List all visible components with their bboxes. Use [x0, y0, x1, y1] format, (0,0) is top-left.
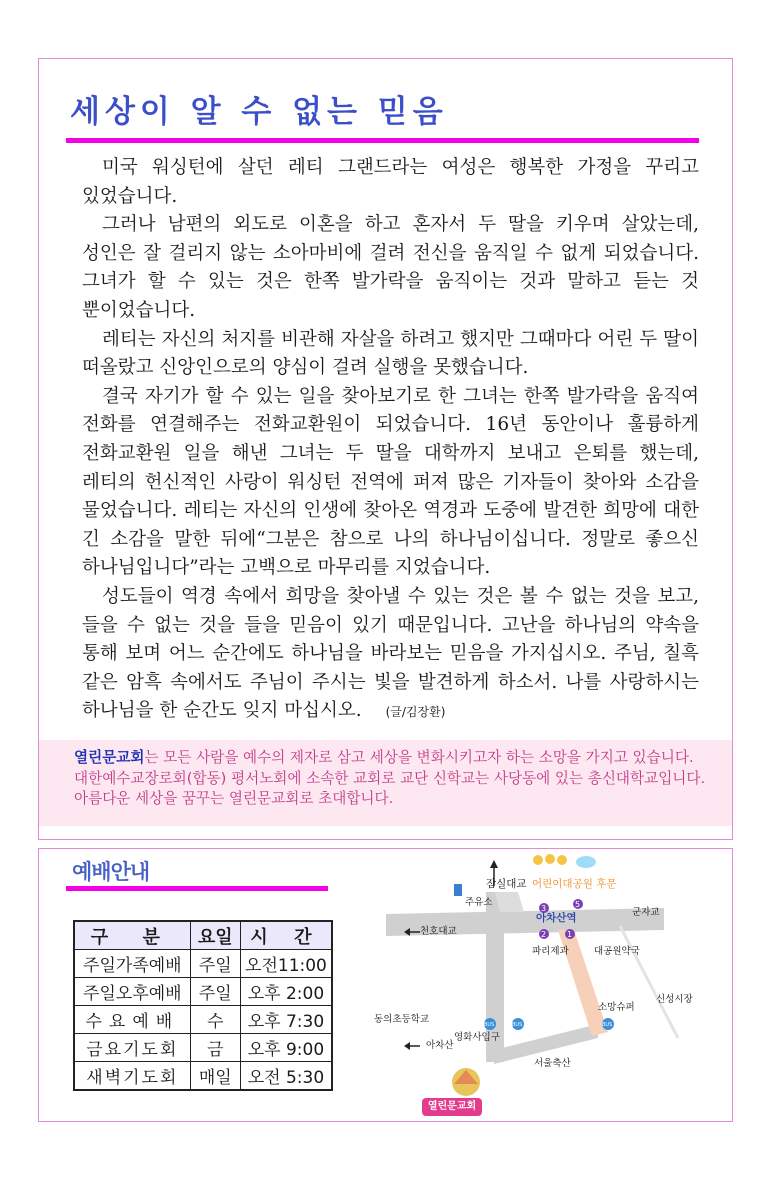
- service-day: 수: [190, 1006, 240, 1034]
- service-day: 주일: [190, 978, 240, 1006]
- table-row: [74, 1034, 332, 1062]
- paragraph: 그러나 남편의 외도로 이혼을 하고 혼자서 두 딸을 키우며 살았는데, 성인은 잘 걸리지 않는 소아마비에 걸려 전신을 움직일 수 없게 되었습니다. 그녀가 할 수 있는 것은 한쪽 발가락을 움직이는 것과 말하고 듣는 것 뿐이었습니다.: [82, 214, 699, 321]
- label-gas-station: 주유소: [465, 897, 493, 908]
- label-achasan-station: 아차산역: [536, 912, 577, 924]
- header-day: 요일: [190, 921, 240, 950]
- label-cheonho-bridge: 천호대교: [420, 926, 457, 937]
- service-time: 오전11:00: [240, 950, 332, 978]
- table-row: [74, 1006, 332, 1034]
- church-intro: [39, 740, 732, 826]
- label-dongui-school: 동의초등학교: [374, 1014, 430, 1025]
- exit-number: 1: [567, 930, 573, 939]
- church-location-badge: 열린문교회: [422, 1098, 482, 1116]
- worship-schedule-table: [73, 920, 333, 1091]
- paragraph: 미국 워싱턴에 살던 레티 그랜드라는 여성은 행복한 가정을 꾸리고 있었습니다.: [82, 157, 699, 207]
- label-daegong-pharmacy: 대공원약국: [594, 946, 640, 957]
- label-somang-super: 소망슈퍼: [598, 1002, 635, 1013]
- exit-number: 5: [575, 900, 581, 909]
- paragraph: [82, 583, 699, 727]
- label-seoul-chuksan: 서울축산: [534, 1058, 571, 1069]
- label-youngwha-entrance: 영화사입구: [454, 1032, 500, 1043]
- paragraph: 레티는 자신의 처지를 비관해 자살을 하려고 했지만 그때마다 어린 두 딸이 떠올랐고 신앙인으로의 양심이 걸려 실행을 못했습니다.: [82, 328, 699, 379]
- service-day: 금: [190, 1034, 240, 1062]
- map-roads: [358, 852, 720, 1120]
- paragraph: 결국 자기가 할 수 있는 일을 찾아보기로 한 그녀는 한쪽 발가락을 움직여 전화를 연결해주는 전화교환원이 되었습니다. 16년 동안이나 훌륭하게 전화교환원 일을 해낸 그녀는 두 딸을 대학까지 보내고 은퇴를 했는데, 레티의 헌신적인 사랑이 워싱턴 전역에 퍼져 많은 기자들이 찾아와 소감을 물었습니다. 레티는 자신의 인생에 찾아온 역경과 도중에 발견한 희망에 대한 긴 소감을 말한 뒤에“그분은 참으로 나의 하나님이십니다. 정말로 좋으신 하나님입니다”라는 고백으로 마무리를 지었습니다.: [82, 385, 699, 579]
- church-name: 열린문교회: [74, 749, 145, 766]
- service-name: 새벽기도회: [74, 1062, 190, 1091]
- service-time: 오후 9:00: [240, 1034, 332, 1062]
- service-name: 주일가족예배: [74, 950, 190, 978]
- header-category: 구 분: [74, 921, 190, 950]
- article-title: 세상이 알 수 없는 믿음: [70, 94, 448, 130]
- service-time: 오전 5:30: [240, 1062, 332, 1091]
- service-time: 오후 2:00: [240, 978, 332, 1006]
- table-row: [74, 950, 332, 978]
- label-achasan: 아차산: [426, 1040, 454, 1051]
- worship-title: 예배안내: [72, 860, 150, 884]
- bus-stop-icon: BUS: [484, 1022, 495, 1028]
- table-row: [74, 978, 332, 1006]
- worship-underline: [66, 886, 328, 891]
- label-paris-bakery: 파리제과: [532, 946, 569, 957]
- bus-stop-icon: BUS: [602, 1022, 613, 1028]
- bus-stop-icon: BUS: [512, 1022, 523, 1028]
- service-time: 오후 7:30: [240, 1006, 332, 1034]
- service-day: 주일: [190, 950, 240, 978]
- author-credit: (글/김장환): [385, 705, 446, 720]
- table-row: [74, 1062, 332, 1091]
- service-name: 주일오후예배: [74, 978, 190, 1006]
- article-body: [82, 154, 699, 727]
- label-jamsil-bridge: 잠실대교: [486, 878, 527, 890]
- label-gunja-bridge: 군자교: [632, 907, 660, 918]
- label-sinseong-market: 신성시장: [656, 994, 693, 1005]
- table-header-row: [74, 921, 332, 950]
- service-name: 수요예배: [74, 1006, 190, 1034]
- header-time: 시 간: [240, 921, 332, 950]
- exit-number: 3: [541, 904, 547, 913]
- intro-text: 는 모든 사람을 예수의 제자로 삼고 세상을 변화시키고자 하는 소망을 가지고 있습니다. 대한예수교장로회(합동) 평서노회에 소속한 교회로 교단 신학교는 사당동에 있는 총신대학교입니다. 아름다운 세상을 꿈꾸는 열린문교회로 초대합니다.: [74, 749, 706, 807]
- service-name: 금요기도회: [74, 1034, 190, 1062]
- title-underline: [66, 138, 699, 143]
- exit-number: 2: [541, 930, 547, 939]
- location-map: [358, 852, 720, 1120]
- service-day: 매일: [190, 1062, 240, 1091]
- label-childrens-park: 어린이대공원 후문: [532, 878, 617, 890]
- paragraph-text: 성도들이 역경 속에서 희망을 찾아낼 수 있는 것은 볼 수 없는 것을 보고, 들을 수 없는 것을 들을 믿음이 있기 때문입니다. 고난을 하나님의 약속을 통해 보며 어느 순간에도 하나님을 바라보는 믿음을 가지십시오. 주님, 칠흑 같은 암흑 속에서도 주님이 주시는 빛을 발견하게 하소서. 나를 사랑하시는 하나님을 한 순간도 잊지 마십시오.: [82, 585, 699, 722]
